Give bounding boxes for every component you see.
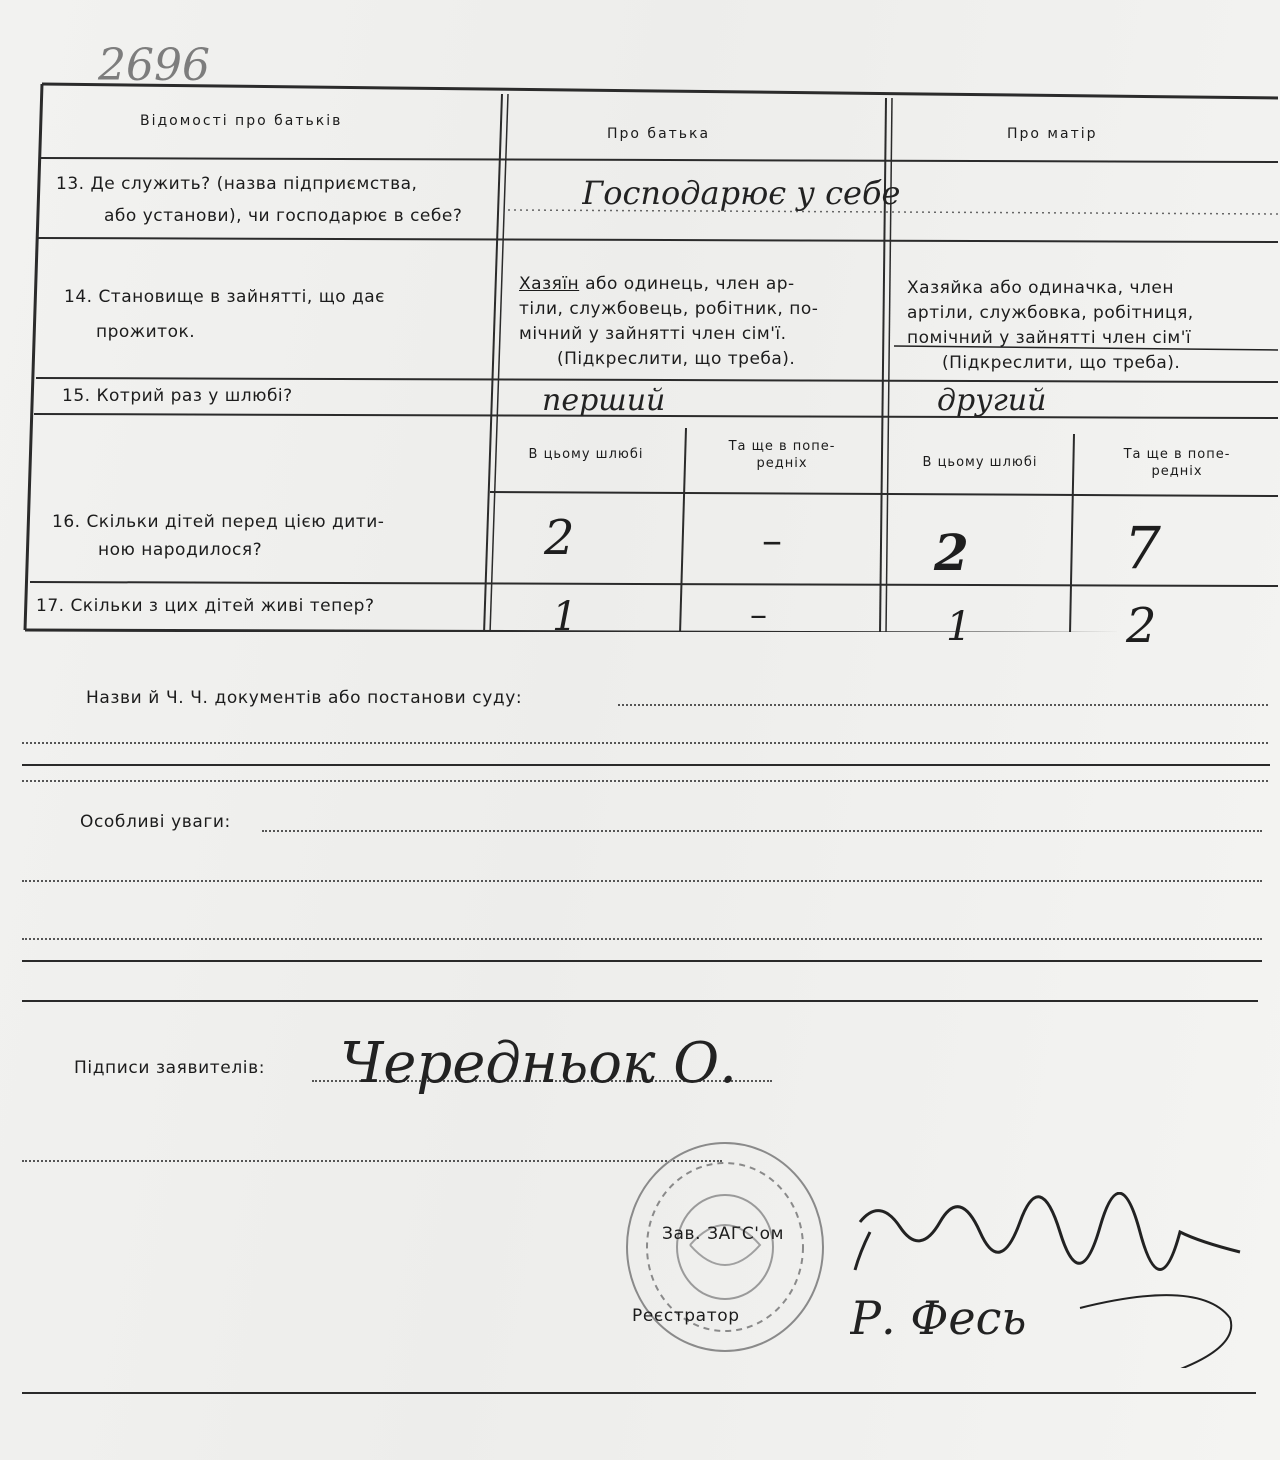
svg-text:–: –: [750, 595, 767, 635]
applicant-signature: [340, 1010, 780, 1110]
q16-sub-this-marriage-mother: В цьому шлюбі: [922, 455, 1038, 470]
svg-text:2696: 2696: [98, 40, 210, 91]
remarks-fill-line: [262, 830, 1262, 832]
parents-info-table: [22, 82, 1278, 654]
q14-father-underlined-owner: Хазяїн: [519, 274, 580, 294]
q14-line1: 14. Становище в зайнятті, що дає: [64, 287, 386, 307]
svg-text:другий: другий: [937, 383, 1047, 418]
svg-text:2: 2: [544, 510, 575, 566]
q15-father-answer-handwritten: [542, 376, 742, 422]
svg-text:7: 7: [1124, 514, 1161, 582]
head-signature: [850, 1192, 1250, 1272]
svg-text:Р. Фесь: Р. Фесь: [850, 1291, 1027, 1345]
q16-mother-this-value: [922, 512, 1022, 582]
remarks-fill-line-2: [22, 880, 1262, 882]
q14-father-line1-rest: або одинець, член ар-: [585, 274, 795, 294]
q14-father-line2: тіли, службовець, робітник, по-: [519, 299, 819, 319]
documents-label: Назви й Ч. Ч. документів або постанови суду:: [86, 688, 523, 708]
documents-fill-line-2: [22, 742, 1268, 744]
divider-line-2: [22, 960, 1262, 962]
header-about-father: Про батька: [607, 126, 711, 142]
q16-mother-prev-value: [1112, 506, 1212, 586]
bottom-divider-line: [22, 1392, 1256, 1394]
q14-line2: прожиток.: [96, 322, 196, 342]
q14-mother-line4: (Підкреслити, що треба).: [942, 353, 1181, 373]
q13-line1: 13. Де служить? (назва підприємства,: [56, 174, 418, 194]
svg-text:2: 2: [1126, 598, 1157, 654]
q15-mother-answer-handwritten: [937, 376, 1157, 422]
remarks-fill-line-3: [22, 938, 1262, 940]
q16-sub-previous-father: Та ще в попе- редніх: [728, 439, 836, 471]
header-about-mother: Про матір: [1007, 126, 1098, 142]
registrar-signature: [850, 1268, 1250, 1368]
q14-mother-line3: помічний у зайнятті член сім'ї: [907, 328, 1192, 348]
q14-mother-line1: Хазяйка або одиначка, член: [907, 278, 1174, 298]
svg-text:перший: перший: [542, 383, 666, 418]
signatures-fill-line-2: [22, 1160, 722, 1162]
q17-mother-this-value: [932, 592, 1032, 652]
registrar-label: Реєстратор: [632, 1306, 740, 1326]
header-parents-info: Відомості про батьків: [140, 113, 343, 129]
q16-sub-previous-mother: Та ще в попе- редніх: [1123, 447, 1231, 479]
official-seal-stamp: [620, 1135, 830, 1360]
q16-line1: 16. Скільки дітей перед цією дити-: [52, 512, 385, 532]
svg-text:–: –: [762, 518, 782, 564]
q13-father-answer-handwritten: [582, 164, 1022, 224]
svg-text:Чередньок О.: Чередньок О.: [340, 1031, 737, 1096]
q16-line2: ною народилося?: [98, 540, 263, 560]
documents-fill-line: [618, 704, 1268, 706]
svg-text:1: 1: [552, 594, 578, 640]
q17-father-this-value: [532, 586, 632, 646]
q17-question: 17. Скільки з цих дітей живі тепер?: [36, 596, 375, 616]
q16-father-this-value: [532, 502, 632, 572]
svg-text:Господарює у себе: Господарює у себе: [582, 174, 901, 212]
q14-father-line4: (Підкреслити, що треба).: [557, 349, 796, 369]
q14-father-line1: [519, 272, 795, 296]
q17-father-prev-value: [732, 582, 832, 642]
q17-mother-prev-value: [1112, 588, 1212, 658]
q15-question: 15. Котрий раз у шлюбі?: [62, 386, 293, 406]
svg-text:2: 2: [934, 523, 969, 582]
remarks-label: Особливі уваги:: [80, 812, 231, 832]
signatures-label: Підписи заявителів:: [74, 1058, 266, 1078]
svg-text:1: 1: [946, 604, 972, 650]
documents-fill-line-3: [22, 780, 1268, 782]
q16-father-prev-value: [742, 502, 842, 572]
q14-mother-line2: артіли, службовка, робітниця,: [907, 303, 1194, 323]
q13-line2: або установи), чи господарює в себе?: [104, 206, 463, 226]
head-of-registry-label: Зав. ЗАГС'ом: [662, 1224, 785, 1244]
q16-sub-this-marriage-father: В цьому шлюбі: [528, 447, 644, 462]
divider-line: [22, 764, 1270, 766]
q14-father-line3: мічний у зайнятті член сім'ї.: [519, 324, 787, 344]
divider-line-3: [22, 1000, 1258, 1002]
